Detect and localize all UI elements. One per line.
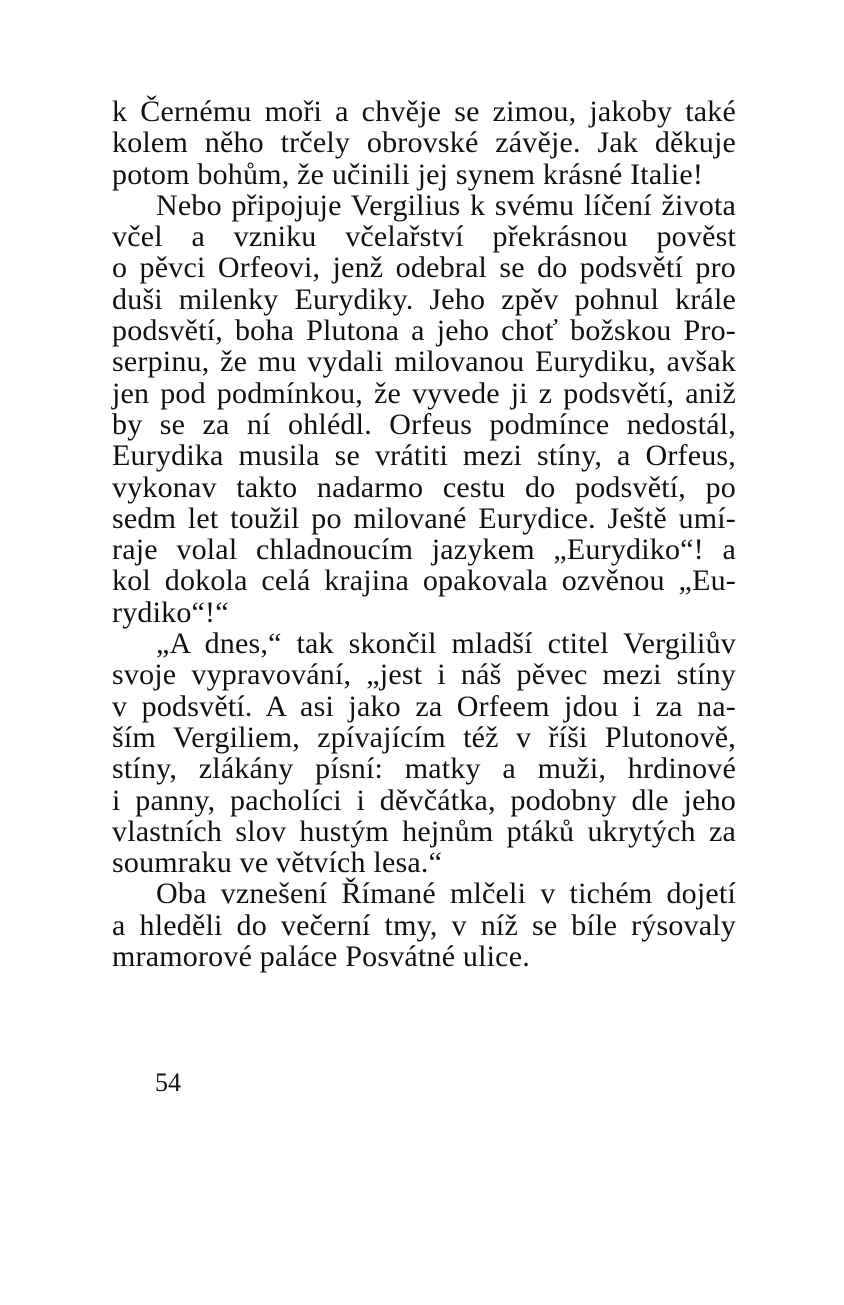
text-line: kolem něho trčely obrovské závěje. Jak děkuje [112, 126, 736, 160]
text-line: podsvětí, boha Plutona a jeho choť božskou Pro- [112, 314, 736, 348]
text-line: včel a vzniku včelařství překrásnou pověst [112, 220, 736, 254]
text-line: „A dnes,“ tak skončil mladší ctitel Vergiliův [156, 627, 736, 661]
text-line: potom bohům, že učinili jej synem krásné Italie! [112, 157, 704, 191]
text-line: duši milenky Eurydiky. Jeho zpěv pohnul krále [112, 282, 736, 316]
text-line: serpinu, že mu vydali milovanou Eurydiku, avšak [112, 345, 736, 379]
text-line: svoje vypravování, „jest i náš pěvec mezi stíny [112, 658, 736, 692]
text-line: jen pod podmínkou, že vyvede ji z podsvětí, aniž [112, 376, 736, 410]
text-line: k Černému moři a chvěje se zimou, jakoby také [112, 95, 736, 128]
text-line: a hleděli do večerní tmy, v níž se bíle rýsovaly [112, 908, 736, 942]
text-line: stíny, zlákány písní: matky a muži, hrdinové [112, 752, 736, 786]
text-line: raje volal chladnoucím jazykem „Eurydiko“! a [112, 533, 736, 567]
body-text [112, 96, 736, 972]
text-line: Eurydika musila se vrátiti mezi stíny, a Orfeus, [112, 439, 736, 473]
text-line: soumraku ve větvích lesa.“ [112, 846, 443, 880]
text-line: vlastních slov hustým hejnům ptáků ukrytých za [112, 814, 736, 848]
text-line: i panny, pacholíci i děvčátka, podobny dle jeho [112, 783, 736, 817]
text-line: by se za ní ohlédl. Orfeus podmínce nedostál, [112, 407, 736, 441]
page-number: 54 [155, 1068, 181, 1097]
text-line: kol dokola celá krajina opakovala ozvěnou „Eu- [112, 564, 736, 598]
text-line: Nebo připojuje Vergilius k svému líčení života [156, 188, 736, 222]
text-line: Oba vznešení Římané mlčeli v tichém dojetí [156, 877, 736, 911]
text-line: sedm let toužil po milované Eurydice. Ještě umí- [112, 501, 736, 535]
text-line: mramorové paláce Posvátné ulice. [112, 940, 530, 974]
text-line: rydiko“!“ [112, 595, 229, 629]
text-line: o pěvci Orfeovi, jenž odebral se do podsvětí pro [112, 251, 736, 285]
text-line: v podsvětí. A asi jako za Orfeem jdou i za na- [112, 689, 736, 723]
text-line: ším Vergiliem, zpívajícím též v říši Plutonově, [112, 720, 736, 754]
text-line: vykonav takto nadarmo cestu do podsvětí, po [112, 470, 736, 504]
